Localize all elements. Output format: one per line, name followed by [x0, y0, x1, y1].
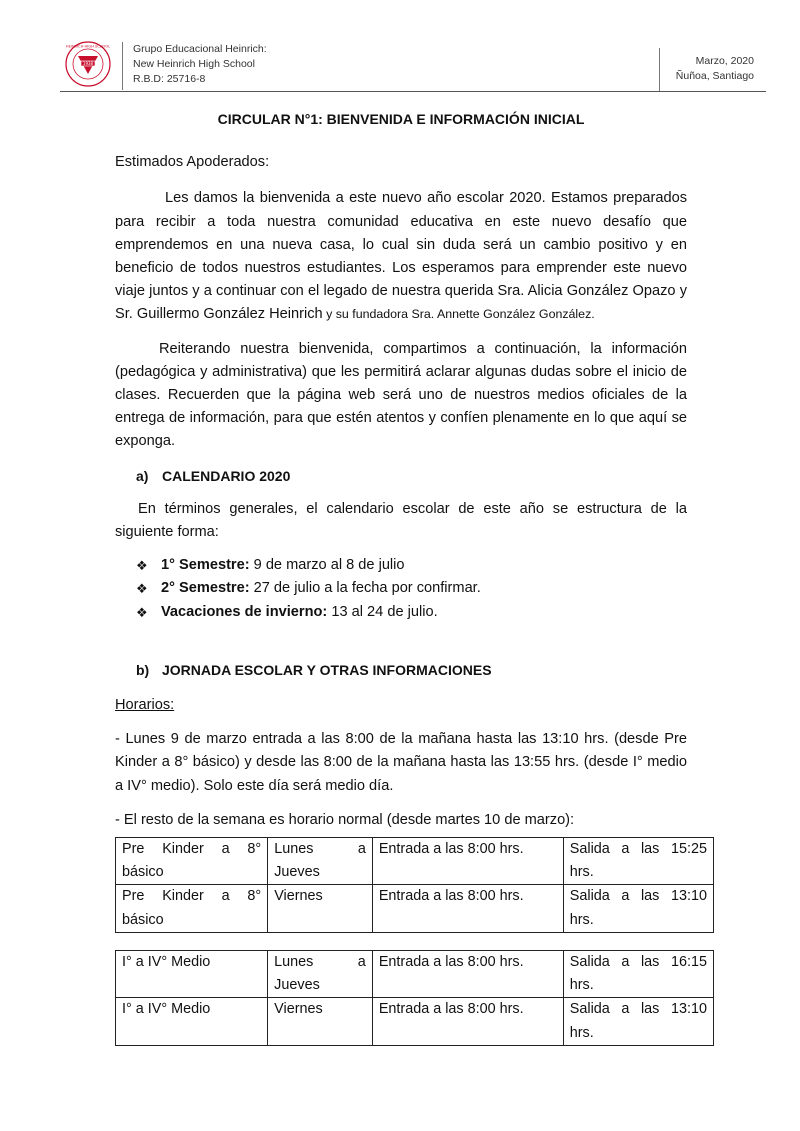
institution-group: Grupo Educacional Heinrich: [133, 43, 267, 55]
table-row [116, 998, 714, 1045]
calendar-list [115, 554, 687, 624]
svg-text:1938: 1938 [82, 61, 94, 66]
list-item-label: Vacaciones de invierno: [161, 603, 328, 620]
section-b-label: b) [136, 661, 150, 678]
table-cell-entry: Entrada a las 8:00 hrs. [372, 838, 563, 885]
table-cell-entry: Entrada a las 8:00 hrs. [372, 885, 563, 932]
paragraph-rest-of-week: - El resto de la semana es horario normal (desde martes 10 de marzo): [115, 811, 575, 828]
list-item-label: 1° Semestre: [161, 557, 250, 574]
list-item [136, 577, 687, 600]
header-date: Marzo, 2020 [695, 55, 754, 67]
page-header [60, 40, 766, 92]
table-cell-level: Pre Kinder a 8° básico [116, 885, 268, 932]
paragraph-calendar: En términos generales, el calendario escolar de este año se estructura de la siguiente forma: [115, 500, 687, 541]
paragraph-information: Reiterando nuestra bienvenida, compartimos a continuación, la información (pedagógica y administrativa) que les permitirá aclarar algunas dudas sobre el inicio de clases. Recuerden que la página web será uno de nuestros medios oficiales de la entrega de información, para que estén atentos y confíen plenamente en lo que aquí se exponga. [115, 340, 687, 450]
diamond-bullet-icon: ❖ [136, 558, 148, 574]
schedule-table-basic [115, 837, 714, 933]
list-item [136, 601, 687, 624]
table-cell-level: I° a IV° Medio [116, 950, 268, 997]
diamond-bullet-icon: ❖ [136, 604, 148, 620]
school-logo-icon [64, 40, 112, 88]
section-a-heading [115, 465, 687, 488]
paragraph-monday: - Lunes 9 de marzo entrada a las 8:00 de la mañana hasta las 13:10 hrs. (desde Pre Kinder a 8° básico) y desde las 8:00 de la mañana hasta las 13:55 hrs. (desde I° medio a IV° medio). Solo este día será medio día. [115, 731, 687, 794]
header-place: Ñuñoa, Santiago [675, 70, 754, 82]
svg-text:HEINRICH HIGH SCHOOL: HEINRICH HIGH SCHOOL [65, 44, 111, 49]
table-cell-entry: Entrada a las 8:00 hrs. [372, 998, 563, 1045]
schedule-table-medio [115, 950, 714, 1046]
table-cell-days: Lunes a Jueves [268, 838, 373, 885]
table-cell-level: Pre Kinder a 8° básico [116, 838, 268, 885]
table-cell-entry: Entrada a las 8:00 hrs. [372, 950, 563, 997]
list-item [136, 554, 687, 577]
table-cell-exit: Salida a las 15:25 hrs. [563, 838, 713, 885]
section-a-label: a) [136, 467, 149, 484]
table-row [116, 950, 714, 997]
header-divider [60, 91, 766, 92]
paragraph-welcome-main: Les damos la bienvenida a este nuevo año escolar 2020. Estamos preparados para recibir a toda nuestra comunidad educativa en este nuevo desafío que emprendemos en una nueva casa, lo cual sin duda será un cambio positivo y en beneficio de todos nuestros estudiantes. Los esperamos para emprender este nuevo viaje juntos y a continuar con el legado de nuestra querida Sra. Alicia González Opazo y Sr. Guillermo González Heinrich [115, 190, 687, 323]
greeting: Estimados Apoderados: [115, 154, 270, 171]
document-title: CIRCULAR N°1: BIENVENIDA E INFORMACIÓN INICIAL [217, 111, 585, 127]
table-cell-exit: Salida a las 13:10 hrs. [563, 998, 713, 1045]
table-cell-level: I° a IV° Medio [116, 998, 268, 1045]
table-row [116, 885, 714, 932]
paragraph-welcome-founder: y su fundadora Sra. Annette González González. [322, 307, 595, 322]
list-item-label: 2° Semestre: [161, 580, 250, 597]
table-cell-exit: Salida a las 13:10 hrs. [563, 885, 713, 932]
table-cell-exit: Salida a las 16:15 hrs. [563, 950, 713, 997]
section-b-title: JORNADA ESCOLAR Y OTRAS INFORMACIONES [162, 661, 492, 678]
institution-school: New Heinrich High School [133, 58, 255, 70]
institution-rbd: R.B.D: 25716-8 [133, 73, 206, 85]
section-b-heading [115, 659, 687, 682]
section-a-title: CALENDARIO 2020 [162, 467, 291, 484]
list-item-text: 13 al 24 de julio. [327, 603, 438, 620]
institution-info [122, 42, 267, 90]
list-item-text: 9 de marzo al 8 de julio [249, 557, 405, 574]
table-cell-days: Viernes [268, 998, 373, 1045]
date-place [659, 48, 754, 92]
list-item-text: 27 de julio a la fecha por confirmar. [249, 580, 481, 597]
diamond-bullet-icon: ❖ [136, 581, 148, 597]
paragraph-welcome [115, 187, 687, 326]
table-cell-days: Lunes a Jueves [268, 950, 373, 997]
document-body [115, 108, 707, 1046]
table-row [116, 838, 714, 885]
table-cell-days: Viernes [268, 885, 373, 932]
horarios-heading: Horarios: [115, 697, 175, 714]
